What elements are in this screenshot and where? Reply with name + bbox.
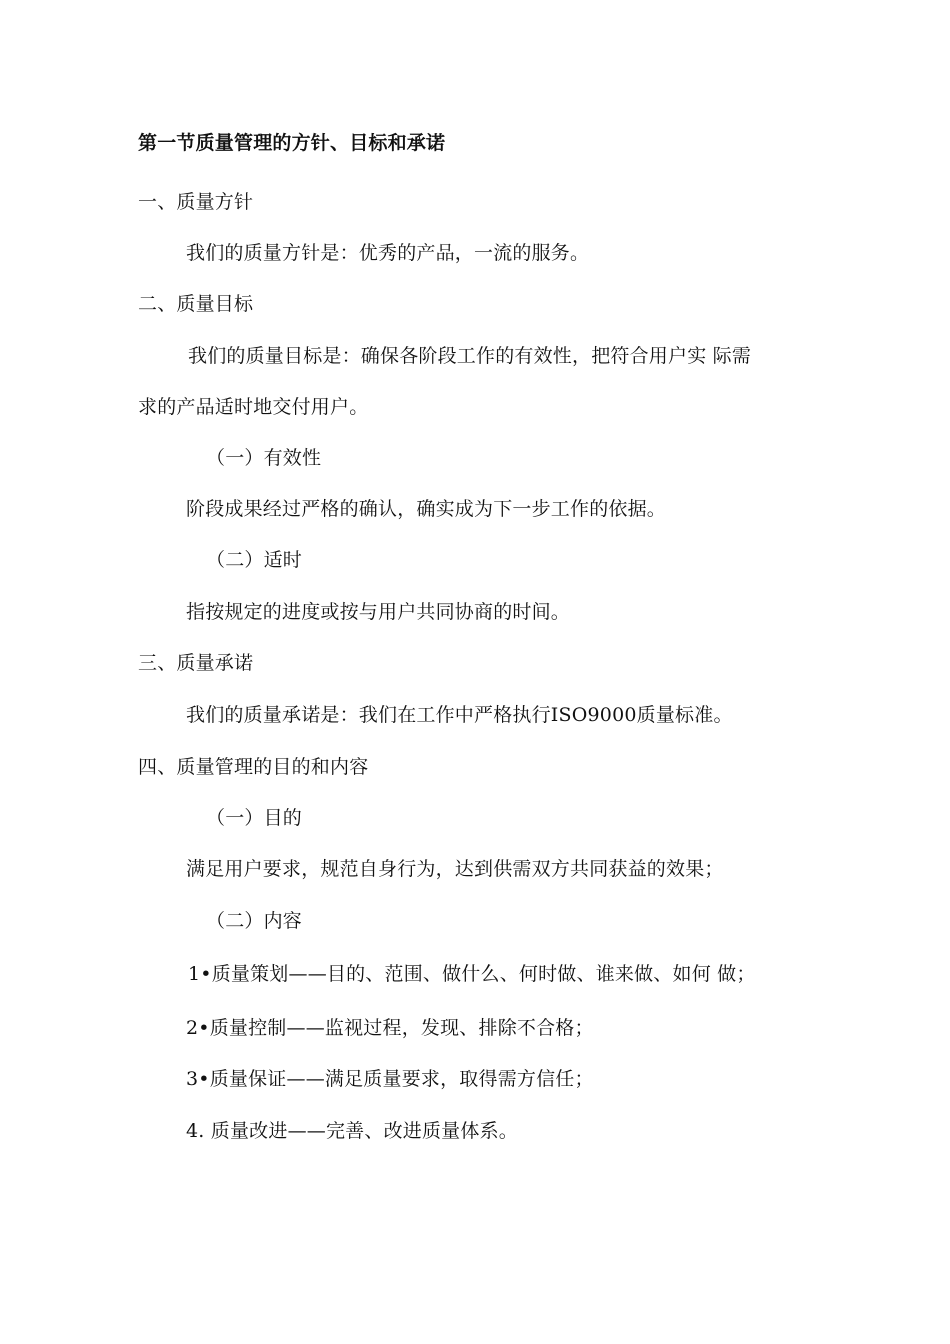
list-item-quality-improvement: 4. 质量改进——完善、改进质量体系。 [186, 1120, 518, 1142]
section-title: 第一节质量管理的方针、目标和承诺 [138, 132, 446, 154]
paragraph-effectiveness: 阶段成果经过严格的确认，确实成为下一步工作的依据。 [186, 498, 667, 520]
list-item-quality-control: 2•质量控制——监视过程，发现、排除不合格； [186, 1017, 594, 1039]
paragraph-purpose: 满足用户要求，规范自身行为，达到供需双方共同获益的效果； [186, 858, 724, 880]
subheading-effectiveness: （一）有效性 [206, 447, 322, 469]
list-item-quality-assurance: 3•质量保证——满足质量要求，取得需方信任； [186, 1068, 594, 1090]
heading-purpose-and-content: 四、质量管理的目的和内容 [138, 756, 369, 778]
subheading-content: （二）内容 [206, 910, 303, 932]
heading-quality-objective: 二、质量目标 [138, 293, 254, 315]
list-item-quality-planning: 1•质量策划——目的、范围、做什么、何时做、谁来做、如何 做； [188, 963, 756, 985]
paragraph-timeliness: 指按规定的进度或按与用户共同协商的时间。 [186, 601, 571, 623]
heading-quality-policy: 一、质量方针 [138, 191, 254, 213]
heading-quality-commitment: 三、质量承诺 [138, 652, 254, 674]
paragraph-quality-objective-line-1: 我们的质量目标是：确保各阶段工作的有效性，把符合用户实 际需 [188, 345, 752, 367]
subheading-timeliness: （二）适时 [206, 549, 303, 571]
subheading-purpose: （一）目的 [206, 807, 303, 829]
paragraph-quality-commitment: 我们的质量承诺是：我们在工作中严格执行ISO9000质量标准。 [186, 704, 733, 726]
paragraph-quality-policy: 我们的质量方针是：优秀的产品，一流的服务。 [186, 242, 590, 264]
paragraph-quality-objective-line-2: 求的产品适时地交付用户。 [138, 396, 369, 418]
